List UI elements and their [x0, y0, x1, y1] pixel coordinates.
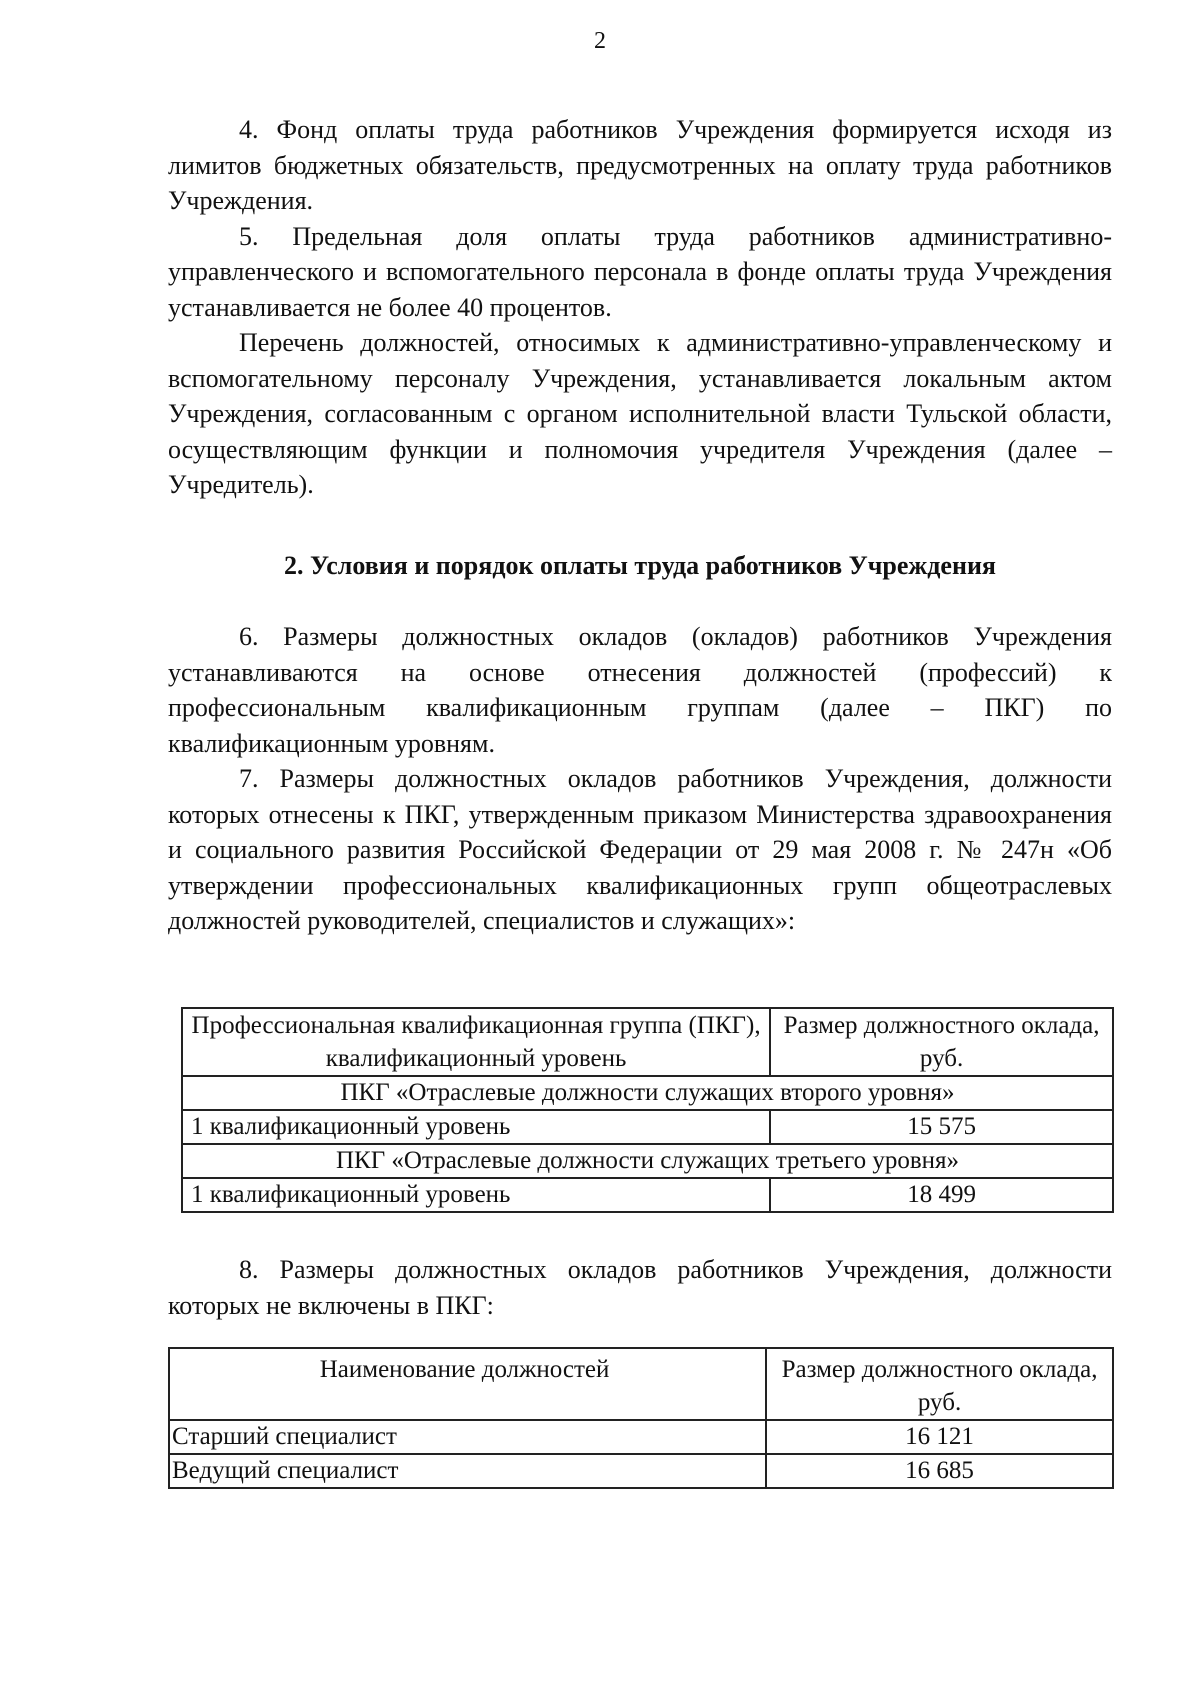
table-header-cell: Размер должностного оклада, руб. — [770, 1008, 1113, 1076]
salary-cell: 16 685 — [766, 1454, 1113, 1488]
paragraph-staff-list: Перечень должностей, относимых к административно-управленческому и вспомогательному персоналу Учреждения, устанавливается локальным актом Учреждения, согласованным с органом исполнительной власти Тульской области, осуществляющим функции и полномочия учредителя Учреждения (далее – Учредитель). — [168, 328, 1112, 499]
table-row — [169, 1420, 1113, 1454]
table-group-row — [182, 1076, 1113, 1110]
position-name-cell: Старший специалист — [169, 1420, 766, 1454]
group-title: ПКГ «Отраслевые должности служащих второго уровня» — [182, 1076, 1113, 1110]
table-row — [169, 1454, 1113, 1488]
paragraph-8-block — [168, 1252, 1112, 1323]
qualification-level-cell: 1 квалификационный уровень — [182, 1110, 770, 1144]
table-group-row — [182, 1144, 1113, 1178]
table-row — [182, 1178, 1113, 1212]
paragraph-7: 7. Размеры должностных окладов работников Учреждения, должности которых отнесены к ПКГ, утвержденным приказом Министерства здравоохранения и социального развития Российской Федерации от 29 мая 2008 г. № 247н «Об утверждении профессиональных квалификационных групп общеотраслевых должностей руководителей, специалистов и служащих»: — [168, 764, 1112, 935]
middle-paragraphs — [168, 619, 1112, 939]
table-header-row — [182, 1008, 1113, 1076]
position-name-cell: Ведущий специалист — [169, 1454, 766, 1488]
salary-cell: 16 121 — [766, 1420, 1113, 1454]
paragraph-5: 5. Предельная доля оплаты труда работников административно-управленческого и вспомогательного персонала в фонде оплаты труда Учреждения устанавливается не более 40 процентов. — [168, 221, 1112, 322]
section-heading: 2. Условия и порядок оплаты труда работников Учреждения — [283, 551, 996, 580]
group-title: ПКГ «Отраслевые должности служащих третьего уровня» — [182, 1144, 1113, 1178]
table-header-row — [169, 1348, 1113, 1420]
paragraph-6: 6. Размеры должностных окладов (окладов) работников Учреждения устанавливаются на основе отнесения должностей (профессий) к профессиональным квалификационным группам (далее – ПКГ) по квалификационным уровням. — [168, 622, 1112, 758]
table-header-cell: Профессиональная квалификационная группа (ПКГ), квалификационный уровень — [182, 1008, 770, 1076]
table-row — [182, 1110, 1113, 1144]
paragraph-4: 4. Фонд оплаты труда работников Учреждения формируется исходя из лимитов бюджетных обязательств, предусмотренных на оплату труда работников Учреждения. — [168, 115, 1112, 215]
non-pkg-salary-table — [168, 1347, 1114, 1489]
salary-cell: 15 575 — [770, 1110, 1113, 1144]
qualification-level-cell: 1 квалификационный уровень — [182, 1178, 770, 1212]
page-number: 2 — [594, 28, 606, 54]
paragraph-8: 8. Размеры должностных окладов работников Учреждения, должности которых не включены в ПКГ: — [168, 1255, 1112, 1320]
salary-cell: 18 499 — [770, 1178, 1113, 1212]
top-paragraphs — [168, 112, 1112, 503]
pkg-salary-table — [181, 1007, 1114, 1213]
table-header-cell: Наименование должностей — [169, 1348, 766, 1420]
table-header-cell: Размер должностного оклада, руб. — [766, 1348, 1113, 1420]
